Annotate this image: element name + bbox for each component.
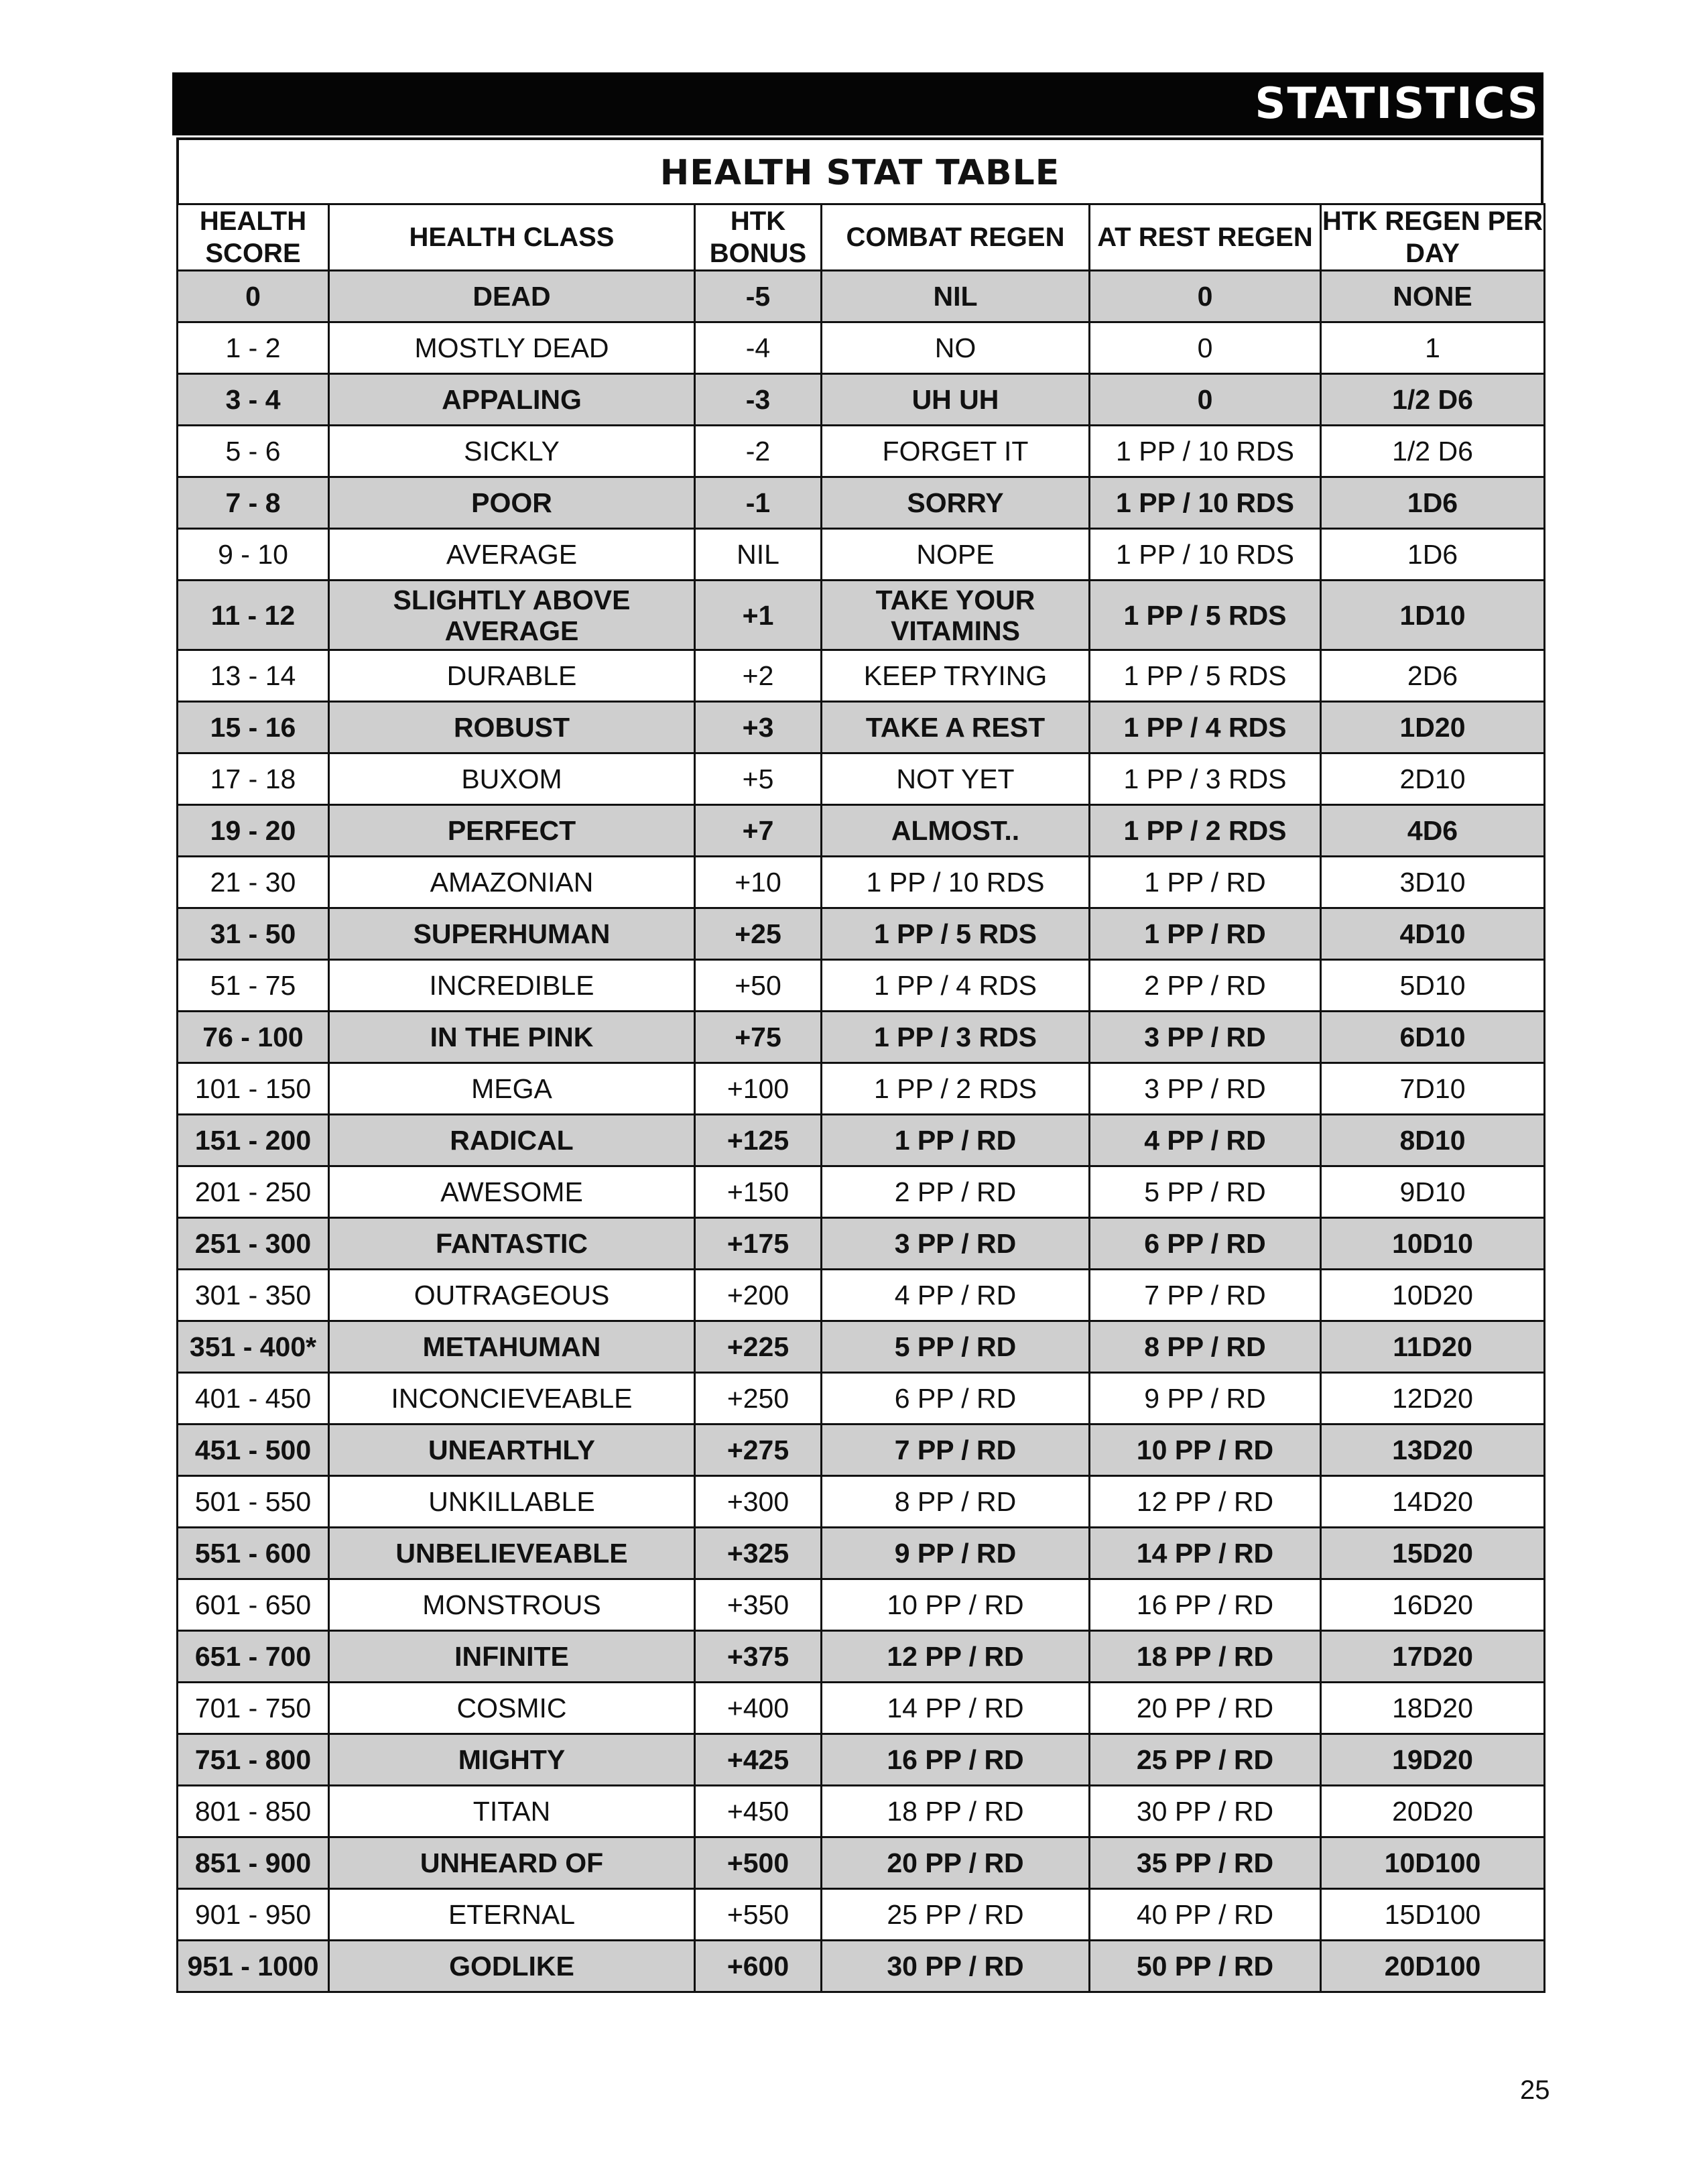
- health-score-cell: 7 - 8: [178, 477, 329, 529]
- htk-bonus-cell: +7: [695, 805, 822, 857]
- table-row: [178, 1631, 1545, 1683]
- table-row: [178, 1012, 1545, 1063]
- htk-bonus-cell: +425: [695, 1734, 822, 1786]
- htk-bonus-cell: +400: [695, 1683, 822, 1734]
- health-class-cell: AVERAGE: [329, 529, 695, 581]
- health-score-cell: 901 - 950: [178, 1889, 329, 1941]
- at-rest-regen-cell: 12 PP / RD: [1090, 1476, 1321, 1528]
- combat-regen-cell: SORRY: [822, 477, 1090, 529]
- combat-regen-cell: TAKE YOUR VITAMINS: [822, 581, 1090, 650]
- combat-regen-cell: NOT YET: [822, 753, 1090, 805]
- health-score-cell: 951 - 1000: [178, 1941, 329, 1992]
- at-rest-regen-cell: 1 PP / 10 RDS: [1090, 529, 1321, 581]
- table-row: [178, 908, 1545, 960]
- htk-regen-per-day-cell: 9D10: [1321, 1166, 1545, 1218]
- htk-regen-per-day-cell: 1D6: [1321, 477, 1545, 529]
- htk-bonus-cell: +550: [695, 1889, 822, 1941]
- combat-regen-cell: 2 PP / RD: [822, 1166, 1090, 1218]
- htk-bonus-cell: +250: [695, 1373, 822, 1424]
- htk-regen-per-day-cell: 6D10: [1321, 1012, 1545, 1063]
- health-class-cell: DURABLE: [329, 650, 695, 702]
- table-row: [178, 1528, 1545, 1579]
- health-score-cell: 101 - 150: [178, 1063, 329, 1115]
- at-rest-regen-cell: 1 PP / RD: [1090, 857, 1321, 908]
- combat-regen-cell: 30 PP / RD: [822, 1941, 1090, 1992]
- htk-regen-per-day-cell: 5D10: [1321, 960, 1545, 1012]
- htk-regen-per-day-cell: 10D20: [1321, 1270, 1545, 1321]
- table-row: [178, 477, 1545, 529]
- htk-bonus-cell: +300: [695, 1476, 822, 1528]
- table-row: [178, 426, 1545, 477]
- at-rest-regen-cell: 40 PP / RD: [1090, 1889, 1321, 1941]
- htk-bonus-cell: +75: [695, 1012, 822, 1063]
- health-stat-table: [176, 203, 1545, 1993]
- health-class-cell: AMAZONIAN: [329, 857, 695, 908]
- htk-bonus-cell: +10: [695, 857, 822, 908]
- htk-bonus-cell: +600: [695, 1941, 822, 1992]
- table-row: [178, 650, 1545, 702]
- htk-regen-per-day-cell: 19D20: [1321, 1734, 1545, 1786]
- htk-bonus-cell: +150: [695, 1166, 822, 1218]
- htk-bonus-cell: -1: [695, 477, 822, 529]
- table-row: [178, 805, 1545, 857]
- htk-regen-per-day-cell: 8D10: [1321, 1115, 1545, 1166]
- htk-regen-per-day-cell: 1D6: [1321, 529, 1545, 581]
- health-score-cell: 501 - 550: [178, 1476, 329, 1528]
- at-rest-regen-cell: 30 PP / RD: [1090, 1786, 1321, 1837]
- health-class-cell: MEGA: [329, 1063, 695, 1115]
- htk-regen-per-day-cell: 14D20: [1321, 1476, 1545, 1528]
- combat-regen-cell: NOPE: [822, 529, 1090, 581]
- section-title: STATISTICS: [1255, 79, 1539, 129]
- health-class-cell: POOR: [329, 477, 695, 529]
- health-score-cell: 251 - 300: [178, 1218, 329, 1270]
- health-score-cell: 3 - 4: [178, 374, 329, 426]
- at-rest-regen-cell: 1 PP / 10 RDS: [1090, 477, 1321, 529]
- health-class-cell: AWESOME: [329, 1166, 695, 1218]
- combat-regen-cell: 10 PP / RD: [822, 1579, 1090, 1631]
- htk-regen-per-day-cell: 10D10: [1321, 1218, 1545, 1270]
- htk-bonus-cell: +325: [695, 1528, 822, 1579]
- htk-regen-per-day-cell: 13D20: [1321, 1424, 1545, 1476]
- health-class-cell: RADICAL: [329, 1115, 695, 1166]
- htk-bonus-cell: +25: [695, 908, 822, 960]
- health-class-cell: OUTRAGEOUS: [329, 1270, 695, 1321]
- combat-regen-cell: UH UH: [822, 374, 1090, 426]
- combat-regen-cell: 1 PP / RD: [822, 1115, 1090, 1166]
- at-rest-regen-cell: 0: [1090, 374, 1321, 426]
- at-rest-regen-cell: 14 PP / RD: [1090, 1528, 1321, 1579]
- htk-regen-per-day-cell: 20D100: [1321, 1941, 1545, 1992]
- health-score-cell: 151 - 200: [178, 1115, 329, 1166]
- column-header-htk-regen-per-day: HTK REGEN PER DAY: [1321, 204, 1545, 271]
- health-class-cell: FANTASTIC: [329, 1218, 695, 1270]
- htk-regen-per-day-cell: 1: [1321, 322, 1545, 374]
- health-class-cell: INCREDIBLE: [329, 960, 695, 1012]
- health-score-cell: 851 - 900: [178, 1837, 329, 1889]
- combat-regen-cell: KEEP TRYING: [822, 650, 1090, 702]
- at-rest-regen-cell: 1 PP / 4 RDS: [1090, 702, 1321, 753]
- htk-regen-per-day-cell: NONE: [1321, 271, 1545, 322]
- htk-regen-per-day-cell: 10D100: [1321, 1837, 1545, 1889]
- health-score-cell: 301 - 350: [178, 1270, 329, 1321]
- at-rest-regen-cell: 3 PP / RD: [1090, 1012, 1321, 1063]
- combat-regen-cell: 1 PP / 2 RDS: [822, 1063, 1090, 1115]
- combat-regen-cell: NIL: [822, 271, 1090, 322]
- at-rest-regen-cell: 50 PP / RD: [1090, 1941, 1321, 1992]
- health-score-cell: 351 - 400*: [178, 1321, 329, 1373]
- health-class-cell: PERFECT: [329, 805, 695, 857]
- htk-regen-per-day-cell: 1/2 D6: [1321, 374, 1545, 426]
- htk-bonus-cell: +225: [695, 1321, 822, 1373]
- htk-bonus-cell: +2: [695, 650, 822, 702]
- combat-regen-cell: 7 PP / RD: [822, 1424, 1090, 1476]
- at-rest-regen-cell: 8 PP / RD: [1090, 1321, 1321, 1373]
- health-score-cell: 17 - 18: [178, 753, 329, 805]
- health-score-cell: 201 - 250: [178, 1166, 329, 1218]
- section-header-bar: [172, 72, 1543, 135]
- health-score-cell: 0: [178, 271, 329, 322]
- at-rest-regen-cell: 1 PP / RD: [1090, 908, 1321, 960]
- htk-bonus-cell: -2: [695, 426, 822, 477]
- combat-regen-cell: 8 PP / RD: [822, 1476, 1090, 1528]
- health-score-cell: 31 - 50: [178, 908, 329, 960]
- combat-regen-cell: FORGET IT: [822, 426, 1090, 477]
- health-score-cell: 9 - 10: [178, 529, 329, 581]
- htk-regen-per-day-cell: 1/2 D6: [1321, 426, 1545, 477]
- htk-regen-per-day-cell: 4D10: [1321, 908, 1545, 960]
- combat-regen-cell: 1 PP / 3 RDS: [822, 1012, 1090, 1063]
- table-row: [178, 581, 1545, 650]
- htk-regen-per-day-cell: 3D10: [1321, 857, 1545, 908]
- htk-bonus-cell: +450: [695, 1786, 822, 1837]
- combat-regen-cell: NO: [822, 322, 1090, 374]
- health-score-cell: 751 - 800: [178, 1734, 329, 1786]
- at-rest-regen-cell: 1 PP / 10 RDS: [1090, 426, 1321, 477]
- combat-regen-cell: 1 PP / 10 RDS: [822, 857, 1090, 908]
- htk-regen-per-day-cell: 15D20: [1321, 1528, 1545, 1579]
- health-score-cell: 5 - 6: [178, 426, 329, 477]
- health-class-cell: INCONCIEVEABLE: [329, 1373, 695, 1424]
- htk-regen-per-day-cell: 20D20: [1321, 1786, 1545, 1837]
- health-class-cell: APPALING: [329, 374, 695, 426]
- table-row: [178, 374, 1545, 426]
- combat-regen-cell: 16 PP / RD: [822, 1734, 1090, 1786]
- at-rest-regen-cell: 7 PP / RD: [1090, 1270, 1321, 1321]
- health-score-cell: 701 - 750: [178, 1683, 329, 1734]
- htk-regen-per-day-cell: 7D10: [1321, 1063, 1545, 1115]
- health-class-cell: UNEARTHLY: [329, 1424, 695, 1476]
- at-rest-regen-cell: 5 PP / RD: [1090, 1166, 1321, 1218]
- htk-regen-per-day-cell: 18D20: [1321, 1683, 1545, 1734]
- health-class-cell: COSMIC: [329, 1683, 695, 1734]
- health-class-cell: DEAD: [329, 271, 695, 322]
- htk-bonus-cell: +125: [695, 1115, 822, 1166]
- column-header-htk-bonus: HTK BONUS: [695, 204, 822, 271]
- table-row: [178, 1579, 1545, 1631]
- health-class-cell: SUPERHUMAN: [329, 908, 695, 960]
- at-rest-regen-cell: 0: [1090, 322, 1321, 374]
- health-score-cell: 76 - 100: [178, 1012, 329, 1063]
- table-row: [178, 1889, 1545, 1941]
- htk-bonus-cell: +50: [695, 960, 822, 1012]
- at-rest-regen-cell: 1 PP / 3 RDS: [1090, 753, 1321, 805]
- table-row: [178, 1063, 1545, 1115]
- at-rest-regen-cell: 10 PP / RD: [1090, 1424, 1321, 1476]
- htk-regen-per-day-cell: 16D20: [1321, 1579, 1545, 1631]
- htk-regen-per-day-cell: 1D20: [1321, 702, 1545, 753]
- combat-regen-cell: 20 PP / RD: [822, 1837, 1090, 1889]
- htk-bonus-cell: -4: [695, 322, 822, 374]
- health-score-cell: 51 - 75: [178, 960, 329, 1012]
- at-rest-regen-cell: 20 PP / RD: [1090, 1683, 1321, 1734]
- health-class-cell: SICKLY: [329, 426, 695, 477]
- health-class-cell: SLIGHTLY ABOVE AVERAGE: [329, 581, 695, 650]
- table-row: [178, 1321, 1545, 1373]
- combat-regen-cell: 1 PP / 5 RDS: [822, 908, 1090, 960]
- htk-bonus-cell: +275: [695, 1424, 822, 1476]
- column-header-combat-regen: COMBAT REGEN: [822, 204, 1090, 271]
- table-row: [178, 1373, 1545, 1424]
- table-row: [178, 1115, 1545, 1166]
- at-rest-regen-cell: 0: [1090, 271, 1321, 322]
- htk-bonus-cell: +175: [695, 1218, 822, 1270]
- at-rest-regen-cell: 3 PP / RD: [1090, 1063, 1321, 1115]
- health-class-cell: INFINITE: [329, 1631, 695, 1683]
- health-score-cell: 551 - 600: [178, 1528, 329, 1579]
- health-score-cell: 15 - 16: [178, 702, 329, 753]
- combat-regen-cell: 5 PP / RD: [822, 1321, 1090, 1373]
- health-class-cell: ROBUST: [329, 702, 695, 753]
- column-header-at-rest-regen: AT REST REGEN: [1090, 204, 1321, 271]
- health-class-cell: BUXOM: [329, 753, 695, 805]
- combat-regen-cell: 12 PP / RD: [822, 1631, 1090, 1683]
- at-rest-regen-cell: 25 PP / RD: [1090, 1734, 1321, 1786]
- table-header-row: [178, 204, 1545, 271]
- at-rest-regen-cell: 16 PP / RD: [1090, 1579, 1321, 1631]
- table-body: [178, 271, 1545, 1992]
- table-row: [178, 271, 1545, 322]
- at-rest-regen-cell: 1 PP / 5 RDS: [1090, 650, 1321, 702]
- at-rest-regen-cell: 9 PP / RD: [1090, 1373, 1321, 1424]
- table-row: [178, 1218, 1545, 1270]
- combat-regen-cell: 6 PP / RD: [822, 1373, 1090, 1424]
- htk-bonus-cell: +375: [695, 1631, 822, 1683]
- page-number: 25: [1520, 2075, 1550, 2105]
- htk-bonus-cell: NIL: [695, 529, 822, 581]
- health-score-cell: 11 - 12: [178, 581, 329, 650]
- table-row: [178, 1424, 1545, 1476]
- htk-regen-per-day-cell: 2D10: [1321, 753, 1545, 805]
- table-row: [178, 529, 1545, 581]
- htk-regen-per-day-cell: 2D6: [1321, 650, 1545, 702]
- at-rest-regen-cell: 1 PP / 2 RDS: [1090, 805, 1321, 857]
- htk-regen-per-day-cell: 15D100: [1321, 1889, 1545, 1941]
- at-rest-regen-cell: 1 PP / 5 RDS: [1090, 581, 1321, 650]
- htk-bonus-cell: +200: [695, 1270, 822, 1321]
- htk-bonus-cell: -5: [695, 271, 822, 322]
- health-score-cell: 451 - 500: [178, 1424, 329, 1476]
- table-row: [178, 1941, 1545, 1992]
- htk-bonus-cell: +100: [695, 1063, 822, 1115]
- column-header-health-score: HEALTH SCORE: [178, 204, 329, 271]
- table-row: [178, 1837, 1545, 1889]
- htk-bonus-cell: +5: [695, 753, 822, 805]
- table-row: [178, 753, 1545, 805]
- health-score-cell: 13 - 14: [178, 650, 329, 702]
- health-score-cell: 21 - 30: [178, 857, 329, 908]
- htk-bonus-cell: +350: [695, 1579, 822, 1631]
- table-row: [178, 1270, 1545, 1321]
- table-title: HEALTH STAT TABLE: [176, 137, 1543, 203]
- htk-regen-per-day-cell: 17D20: [1321, 1631, 1545, 1683]
- table-row: [178, 960, 1545, 1012]
- health-class-cell: ETERNAL: [329, 1889, 695, 1941]
- at-rest-regen-cell: 4 PP / RD: [1090, 1115, 1321, 1166]
- combat-regen-cell: 4 PP / RD: [822, 1270, 1090, 1321]
- table-row: [178, 322, 1545, 374]
- combat-regen-cell: 1 PP / 4 RDS: [822, 960, 1090, 1012]
- at-rest-regen-cell: 35 PP / RD: [1090, 1837, 1321, 1889]
- table-row: [178, 1166, 1545, 1218]
- health-score-cell: 651 - 700: [178, 1631, 329, 1683]
- health-score-cell: 801 - 850: [178, 1786, 329, 1837]
- health-class-cell: UNBELIEVEABLE: [329, 1528, 695, 1579]
- table-row: [178, 857, 1545, 908]
- combat-regen-cell: 14 PP / RD: [822, 1683, 1090, 1734]
- health-class-cell: MOSTLY DEAD: [329, 322, 695, 374]
- health-class-cell: MONSTROUS: [329, 1579, 695, 1631]
- health-class-cell: TITAN: [329, 1786, 695, 1837]
- health-class-cell: UNHEARD OF: [329, 1837, 695, 1889]
- combat-regen-cell: 3 PP / RD: [822, 1218, 1090, 1270]
- health-class-cell: UNKILLABLE: [329, 1476, 695, 1528]
- combat-regen-cell: 18 PP / RD: [822, 1786, 1090, 1837]
- at-rest-regen-cell: 18 PP / RD: [1090, 1631, 1321, 1683]
- htk-regen-per-day-cell: 4D6: [1321, 805, 1545, 857]
- combat-regen-cell: 25 PP / RD: [822, 1889, 1090, 1941]
- combat-regen-cell: ALMOST..: [822, 805, 1090, 857]
- table-row: [178, 1476, 1545, 1528]
- health-score-cell: 401 - 450: [178, 1373, 329, 1424]
- htk-bonus-cell: +3: [695, 702, 822, 753]
- health-score-cell: 601 - 650: [178, 1579, 329, 1631]
- table-row: [178, 702, 1545, 753]
- table-row: [178, 1683, 1545, 1734]
- column-header-health-class: HEALTH CLASS: [329, 204, 695, 271]
- htk-regen-per-day-cell: 1D10: [1321, 581, 1545, 650]
- combat-regen-cell: 9 PP / RD: [822, 1528, 1090, 1579]
- table-row: [178, 1786, 1545, 1837]
- combat-regen-cell: TAKE A REST: [822, 702, 1090, 753]
- health-class-cell: MIGHTY: [329, 1734, 695, 1786]
- health-class-cell: METAHUMAN: [329, 1321, 695, 1373]
- htk-regen-per-day-cell: 11D20: [1321, 1321, 1545, 1373]
- health-class-cell: IN THE PINK: [329, 1012, 695, 1063]
- table-row: [178, 1734, 1545, 1786]
- at-rest-regen-cell: 2 PP / RD: [1090, 960, 1321, 1012]
- htk-regen-per-day-cell: 12D20: [1321, 1373, 1545, 1424]
- htk-bonus-cell: +500: [695, 1837, 822, 1889]
- htk-bonus-cell: -3: [695, 374, 822, 426]
- htk-bonus-cell: +1: [695, 581, 822, 650]
- health-class-cell: GODLIKE: [329, 1941, 695, 1992]
- health-score-cell: 19 - 20: [178, 805, 329, 857]
- health-score-cell: 1 - 2: [178, 322, 329, 374]
- at-rest-regen-cell: 6 PP / RD: [1090, 1218, 1321, 1270]
